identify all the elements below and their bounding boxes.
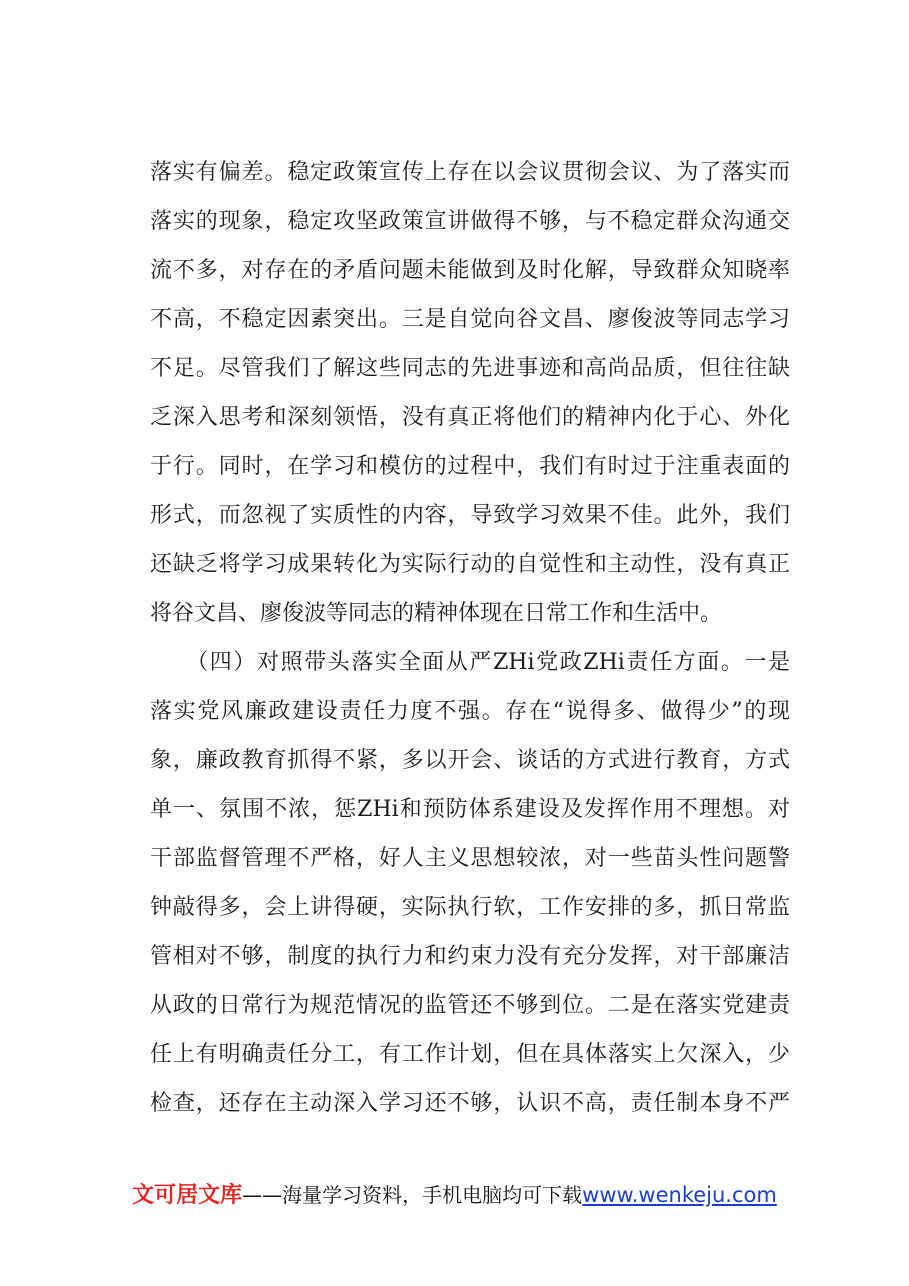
text-line: 流不多，对存在的矛盾问题未能做到及时化解，导致群众知晓率 — [150, 258, 790, 283]
text-line: 将谷文昌、廖俊波等同志的精神体现在日常工作和生活中。 — [150, 601, 723, 626]
text-line: 单一、氛围不浓，惩ZHi和预防体系建设及发挥作用不理想。对 — [150, 797, 790, 822]
text-line: 还缺乏将学习成果转化为实际行动的自觉性和主动性，没有真正 — [150, 552, 790, 577]
section-heading-line: （四）对照带头落实全面从严ZHi党政ZHi责任方面。一是 — [150, 650, 790, 675]
text-line: 于行。同时，在学习和模仿的过程中，我们有时过于注重表面的 — [150, 454, 790, 479]
text-line: 任上有明确责任分工，有工作计划，但在具体落实上欠深入，少 — [150, 1042, 790, 1067]
footer-slogan: ——海量学习资料，手机电脑均可下载 — [242, 1183, 583, 1207]
footer-banner — [0, 1180, 909, 1211]
text-line: 落实的现象，稳定攻坚政策宣讲做得不够，与不稳定群众沟通交 — [150, 209, 790, 234]
text-line: 落实有偏差。稳定政策宣传上存在以会议贯彻会议、为了落实而 — [150, 160, 790, 185]
text-line: 钟敲得多，会上讲得硬，实际执行软，工作安排的多，抓日常监 — [150, 895, 790, 920]
text-line: 不高，不稳定因素突出。三是自觉向谷文昌、廖俊波等同志学习 — [150, 307, 790, 332]
text-line: 形式，而忽视了实质性的内容，导致学习效果不佳。此外，我们 — [150, 503, 790, 528]
text-line: 象，廉政教育抓得不紧，多以开会、谈话的方式进行教育，方式 — [150, 748, 790, 773]
footer-website-link[interactable]: www.wenkeju.com — [582, 1183, 777, 1207]
text-line: 干部监督管理不严格，好人主义思想较浓，对一些苗头性问题警 — [150, 846, 790, 871]
text-line: 从政的日常行为规范情况的监管还不够到位。二是在落实党建责 — [150, 993, 790, 1018]
document-body — [150, 148, 790, 1128]
text-line: 管相对不够，制度的执行力和约束力没有充分发挥，对干部廉洁 — [150, 944, 790, 969]
text-line: 落实党风廉政建设责任力度不强。存在“说得多、做得少”的现 — [150, 699, 790, 724]
text-line: 检查，还存在主动深入学习还不够，认识不高，责任制本身不严 — [150, 1091, 790, 1116]
text-line: 乏深入思考和深刻领悟，没有真正将他们的精神内化于心、外化 — [150, 405, 790, 430]
footer-brand: 文可居文库 — [132, 1183, 243, 1208]
text-line: 不足。尽管我们了解这些同志的先进事迹和高尚品质，但往往缺 — [150, 356, 790, 381]
